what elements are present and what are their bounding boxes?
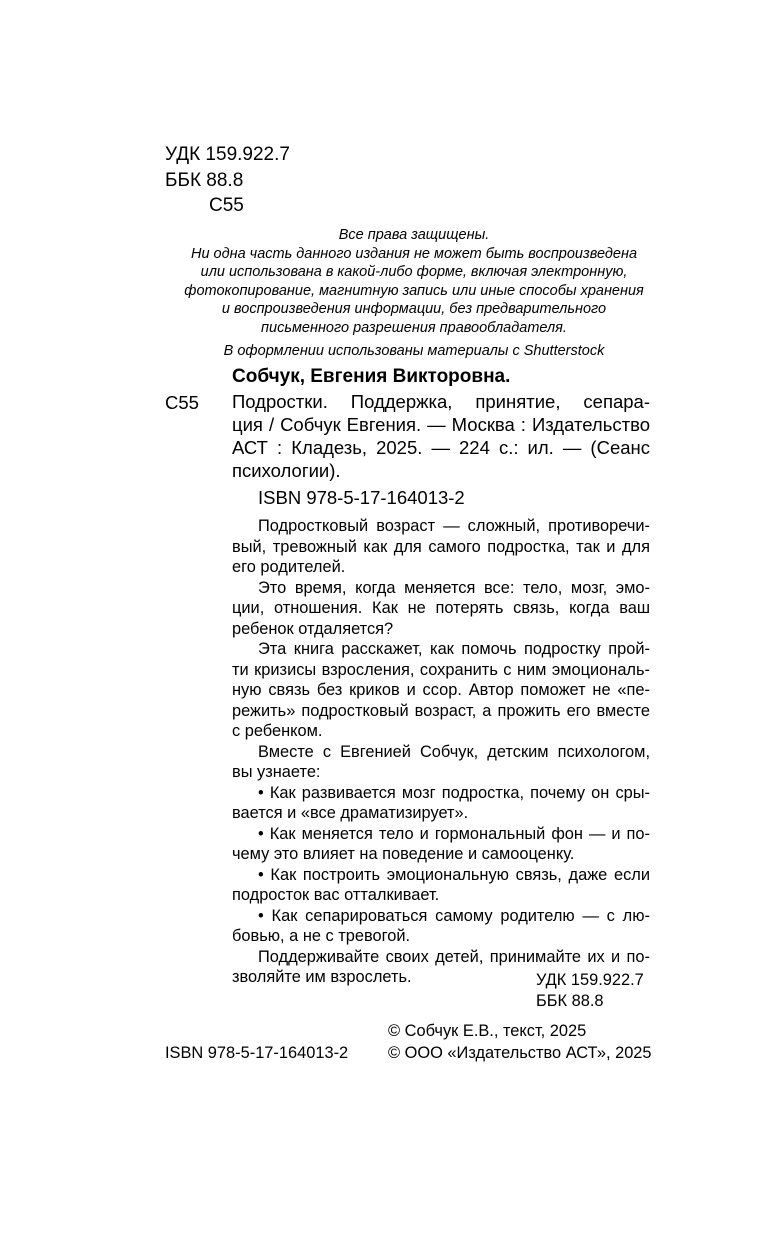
annotation-line: бовью, а не с тревогой. <box>232 927 411 945</box>
annotation-line: чему это влияет на поведение и самооценку. <box>232 845 575 863</box>
author-name: Собчук, Евгения Викторовна. <box>232 366 511 387</box>
author-mark: С55 <box>209 195 244 216</box>
annotation-line: • Как сепарироваться самому родителю — с лю- <box>258 906 650 925</box>
annotation-line: Это время, когда меняется все: тело, мозг, эмо- <box>258 578 650 597</box>
rights-line: Все права защищены. <box>338 227 490 243</box>
biblio-line: Подростки. Поддержка, принятие, сепара- <box>232 391 650 412</box>
annotation-line: Вместе с Евгенией Собчук, детским психологом, <box>258 742 650 761</box>
rights-line: письменного разрешения правообладателя. <box>261 319 567 336</box>
annotation-line: • Как развивается мозг подростка, почему он сры- <box>258 783 650 802</box>
annotation-line: с ребенком. <box>232 722 323 740</box>
annotation-line: Подростковый возраст — сложный, противоречи- <box>258 517 650 535</box>
udk-code: УДК 159.922.7 <box>165 144 290 165</box>
copyright-author: © Собчук Е.В., текст, 2025 <box>388 1022 587 1040</box>
biblio-line: психологии). <box>232 460 341 481</box>
annotation-line: зволяйте им взрослеть. <box>232 968 412 986</box>
bibliographic-description <box>232 390 650 482</box>
bbk-code: ББК 88.8 <box>165 170 244 191</box>
rights-line: фотокопирование, магнитную запись или иные способы хранения <box>184 282 644 299</box>
annotation-line: ребенок отдаляется? <box>232 619 394 638</box>
rights-line: Ни одна часть данного издания не может быть воспроизведена <box>190 245 638 262</box>
annotation-line: ции, отношения. Как не потерять связь, когда ваш <box>232 599 650 617</box>
annotation-line: вый, тревожный как для самого подростка, так и для <box>232 537 650 556</box>
annotation-line: ную связь без криков и ссор. Автор поможет не «пе- <box>232 681 650 699</box>
copyright-publisher: © ООО «Издательство АСТ», 2025 <box>388 1044 652 1062</box>
footer-bbk: ББК 88.8 <box>536 992 604 1010</box>
rights-line: и воспроизведения информации, без предварительного <box>221 301 607 317</box>
annotation-line: • Как меняется тело и гормональный фон — и по- <box>258 824 650 843</box>
annotation-line: вается и «все драматизирует». <box>232 804 469 822</box>
footer-isbn: ISBN 978-5-17-164013-2 <box>165 1044 349 1062</box>
biblio-author-mark: С55 <box>165 392 199 413</box>
annotation <box>232 516 650 988</box>
illustrations-credit: В оформлении использованы материалы с Shutterstock <box>223 343 605 359</box>
biblio-line: ция / Собчук Евгения. — Москва : Издательство <box>232 414 650 435</box>
biblio-isbn: ISBN 978-5-17-164013-2 <box>258 487 465 508</box>
rights-notice <box>170 226 658 361</box>
biblio-line: АСТ : Кладезь, 2025. — 224 с.: ил. — (Сеанс <box>232 437 650 458</box>
annotation-line: вы узнаете: <box>232 763 321 781</box>
annotation-line: подросток вас отталкивает. <box>232 886 440 904</box>
annotation-line: ти кризисы взросления, сохранить с ним эмоциональ- <box>232 660 650 679</box>
rights-line: или использована в какой-либо форме, включая электронную, <box>200 264 628 280</box>
annotation-line: Поддерживайте своих детей, принимайте их и по- <box>258 947 650 966</box>
annotation-line: режить» подростковый возраст, а прожить его вместе <box>232 701 650 720</box>
footer-udk: УДК 159.922.7 <box>536 971 644 989</box>
annotation-line: Эта книга расскажет, как помочь подростку прой- <box>258 640 650 658</box>
annotation-line: его родителей. <box>232 558 346 576</box>
annotation-line: • Как построить эмоциональную связь, даже если <box>258 865 650 884</box>
